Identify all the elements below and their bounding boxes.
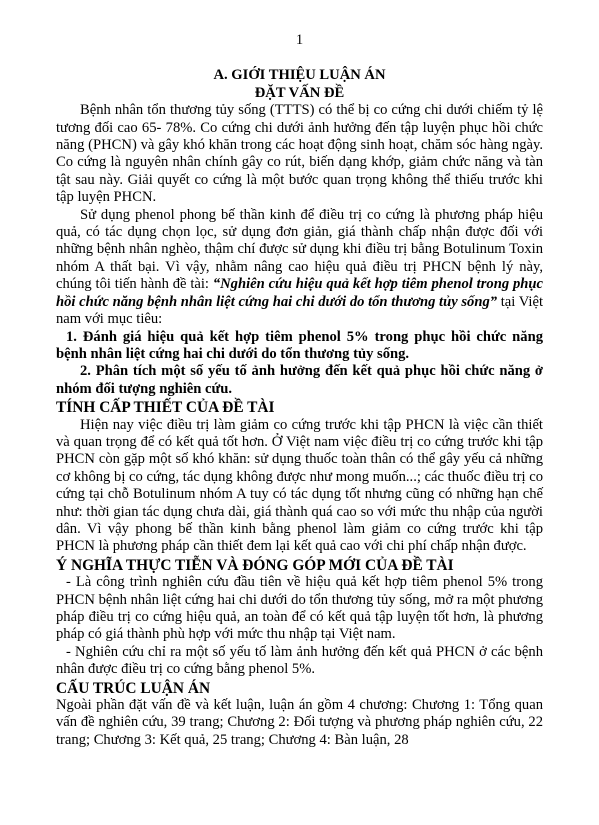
significance-item-1: - Là công trình nghiên cứu đầu tiên về hiệu quả kết hợp tiêm phenol 5% trong PHCN bệnh nhân liệt cứng hai chi dưới do tổn thương tủy sống, mở ra một phương pháp điều trị co cứng hiệu quả, an toàn để có kết quả tập luyện tốt hơn, là phương pháp có giá thành phù hợp với mức thu nhập tại Việt nam. <box>56 574 543 643</box>
heading-urgency: TÍNH CẤP THIẾT CỦA ĐỀ TÀI <box>56 399 275 417</box>
intro-paragraph-2-tail: tại Việt nam với mục tiêu: <box>56 293 543 328</box>
page-number: 1 <box>295 32 304 48</box>
intro-paragraph-2-text: Sử dụng phenol phong bế thần kinh để điều trị co cứng là phương pháp hiệu quả, có tác dụng chọn lọc, sử dụng đơn giản, giá thành chấp nhận được đối với những bệnh nhân nghèo, thậm chí được sử dụng khi điều trị bằng Botulinum Toxin nhóm A thất bại. Vì vậy, nhằm nâng cao hiệu quả điều trị PHCN bệnh lý này, chúng tôi tiến hành đề tài: <box>56 206 543 293</box>
section-subtitle: ĐẶT VẤN ĐỀ <box>254 84 345 101</box>
intro-paragraph-1: Bệnh nhân tổn thương tủy sống (TTTS) có thể bị co cứng chi dưới chiếm tỷ lệ tương đối cao 65- 78%. Co cứng chi dưới ảnh hưởng đến tập luyện phục hồi chức năng (PHCN) và gây khó khăn trong các hoạt động sinh hoạt, chăm sóc hàng ngày. Co cứng là nguyên nhân chính gây co rút, biến dạng khớp, giảm chức năng và tàn tật sau này. Giải quyết co cứng là một bước quan trọng không thể thiếu trước khi tập luyện PHCN. <box>56 102 543 206</box>
urgency-paragraph: Hiện nay việc điều trị làm giảm co cứng trước khi tập PHCN là việc cần thiết và quan trọng để có kết quả tốt hơn. Ở Việt nam việc điều trị co cứng trước khi tập PHCN còn gặp một số khó khăn: sử dụng thuốc toàn thân có thể gây yếu cả những cơ không bị co cứng, tác dụng không được như mong muốn...; các thuốc điều trị co cứng tại chỗ Botulinum nhóm A tuy có tác dụng tốt nhưng cũng có những hạn chế như: thời gian tác dụng chưa dài, giá thành quá cao so với mức thu nhập của người dân. Vì vậy phong bế thần kinh bằng phenol làm giảm co cứng trước khi tập PHCN là phương pháp cần thiết đem lại kết quả cao với chi phí chấp nhận được. <box>56 416 543 555</box>
structure-paragraph: Ngoài phần đặt vấn đề và kết luận, luận án gồm 4 chương: Chương 1: Tổng quan vấn đề nghiên cứu, 39 trang; Chương 2: Đối tượng và phương pháp nghiên cứu, 22 trang; Chương 3: Kết quả, 25 trang; Chương 4: Bàn luận, 28 <box>56 697 543 748</box>
heading-significance: Ý NGHĨA THỰC TIỄN VÀ ĐÓNG GÓP MỚI CỦA ĐỀ TÀI <box>56 556 454 574</box>
heading-structure: CẤU TRÚC LUẬN ÁN <box>56 679 211 697</box>
section-title: A. GIỚI THIỆU LUẬN ÁN <box>213 67 386 84</box>
objective-1: 1. Đánh giá hiệu quả kết hợp tiêm phenol 5% trong phục hồi chức năng bệnh nhân liệt cứng hai chi dưới do tổn thương tủy sống. <box>56 328 543 362</box>
objective-2: 2. Phân tích một số yếu tố ảnh hưởng đến kết quả phục hồi chức năng ở nhóm đối tượng nghiên cứu. <box>56 363 543 397</box>
research-topic-title: “Nghiên cứu hiệu quả kết hợp tiêm phenol trong phục hồi chức năng bệnh nhân liệt cứng hai chi dưới do tổn thương tủy sống” <box>56 276 543 310</box>
significance-item-2: - Nghiên cứu chỉ ra một số yếu tố làm ảnh hưởng đến kết quả PHCN ở các bệnh nhân được điều trị co cứng bằng phenol 5%. <box>56 643 543 678</box>
document-page <box>56 32 543 749</box>
intro-paragraph-2 <box>56 207 543 329</box>
